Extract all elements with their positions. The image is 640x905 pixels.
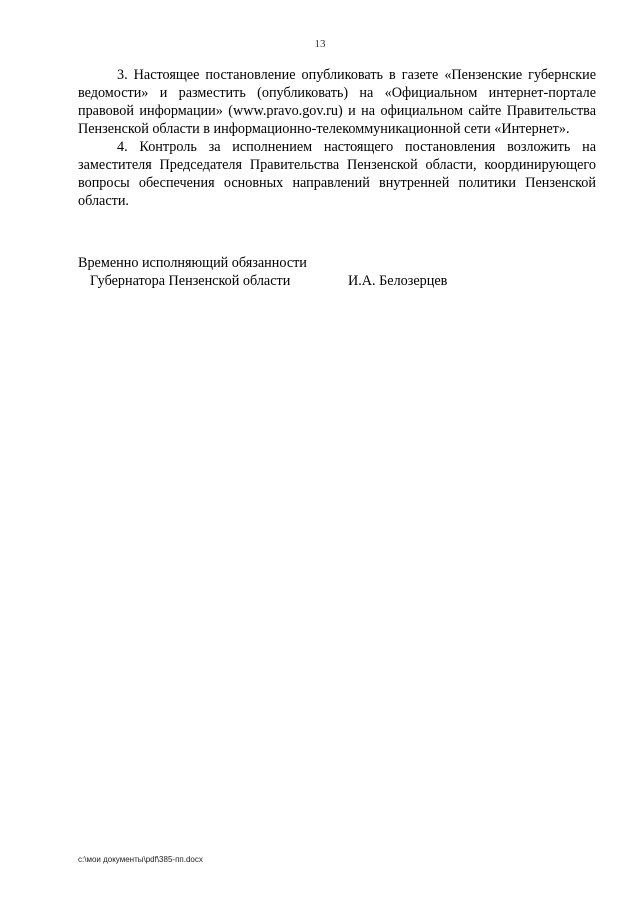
signatory-name: И.А. Белозерцев <box>348 273 448 289</box>
signature-block <box>78 254 596 290</box>
signature-title-line: Временно исполняющий обязанности <box>78 255 307 271</box>
paragraph-4: 4. Контроль за исполнением настоящего постановления возложить на заместителя Председателя Правительства Пензенской области, координирующего вопросы обеспечения основных направлений внутренней политики Пензенской области. <box>78 139 596 209</box>
signature-position: Губернатора Пензенской области <box>90 273 291 289</box>
footer-file-path: c:\мои документы\pdf\385-пп.docx <box>78 855 203 864</box>
signature-position-line <box>78 272 596 290</box>
document-body <box>78 66 596 210</box>
paragraph-3: 3. Настоящее постановление опубликовать в газете «Пензенские губернские ведомости» и разместить (опубликовать) на «Официальном интернет-портале правовой информации» (www.pravo.gov.ru) и на официальном сайте Правительства Пензенской области в информационно-телекоммуникационной сети «Интернет». <box>78 67 596 137</box>
page-number: 13 <box>314 38 326 50</box>
